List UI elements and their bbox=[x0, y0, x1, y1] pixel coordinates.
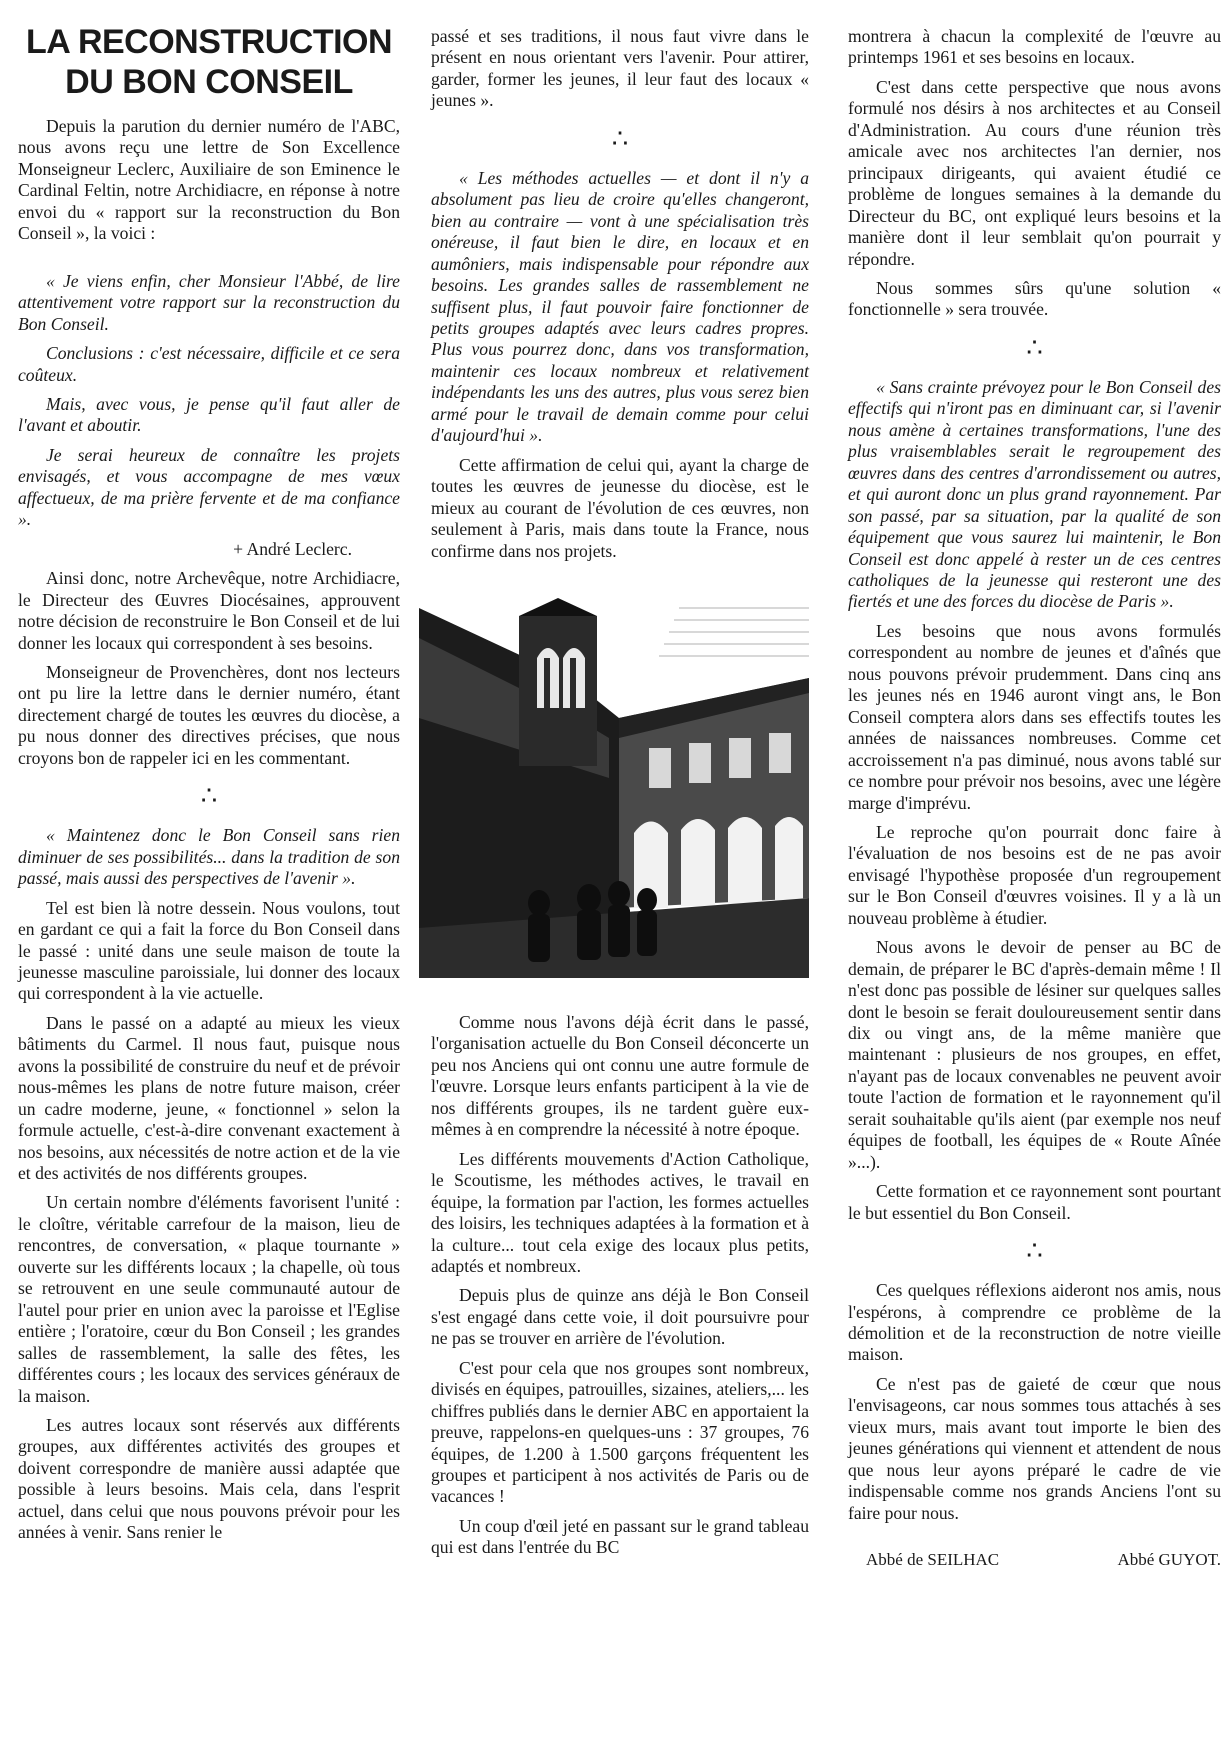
quote-methodes: « Les méthodes actuelles — et dont il n'y a absolument pas lieu de croire qu'elles changeront, bien au contraire — vont à une spécialisation très onéreuse, il faut bien le dire, en locaux et en aumôniers, mais indispensable pour répondre aux besoins. Les grandes salles de rassemblement ne suffisent plus, il faut pouvoir faire fonctionner de petits groupes adaptés avec leurs cadres propres. Plus vous pourrez donc, dans vos transformation, maintenir ces locaux nombreux et relativement indépendants les uns des autres, plus vous serez bien armé pour le travail de demain comme pour celui d'aujourd'hui ». bbox=[431, 167, 809, 446]
paragraph-coup-continued: montrera à chacun la complexité de l'œuvre au printemps 1961 et ses besoins en locaux. bbox=[848, 26, 1221, 68]
paragraph-depuis: Depuis plus de quinze ans déjà le Bon Conseil s'est engagé dans cette voie, il doit poursuivre pour ne pas se trouver en arrière de l'évolution. bbox=[431, 1285, 809, 1349]
paragraph-autres-continued: passé et ses traditions, il nous faut vivre dans le présent en nous orientant vers l'avenir. Pour attirer, garder, former les jeunes, il leur faut des locaux « jeunes ». bbox=[431, 26, 809, 111]
quote-crainte: « Sans crainte prévoyez pour le Bon Conseil des effectifs qui n'iront pas en diminuant car, si l'avenir nous amène à certaines transformations, l'une des plus vraisemblables serait le regroupement des œuvres dans des centres d'arrondissement ou autres, et qui auront donc un plus grand rayonnement. Par son passé, par sa situation, par la qualité de son équipement que vous saurez lui maintenir, le Bon Conseil est donc appelé à rester un de ces centres catholiques de la jeunesse qui resteront une des fiertés et une des forces du diocèse de Paris ». bbox=[848, 376, 1221, 612]
paragraph-coup: Un coup d'œil jeté en passant sur le grand tableau qui est dans l'entrée du BC bbox=[431, 1515, 809, 1558]
section-divider-icon: ∴ bbox=[200, 781, 218, 811]
intro-paragraph: Depuis la parution du dernier numéro de l'ABC, nous avons reçu une lettre de Son Excellence Monseigneur Leclerc, Auxiliaire de son Eminence le Cardinal Feltin, notre Archidiacre, en réponse à notre envoi du « rapport sur la reconstruction du Bon Conseil », la voici : bbox=[18, 116, 400, 244]
paragraph-affirmation: Cette affirmation de celui qui, ayant la charge de toutes les œuvres de jeunesse du diocèse, est le mieux au courant de l'évolution de ces œuvres, non seulement à Paris, mais dans toute la France, nous confirme dans nos projets. bbox=[431, 454, 809, 561]
title-line-1: LA RECONSTRUCTION bbox=[25, 23, 393, 61]
paragraph-cest: C'est pour cela que nos groupes sont nombreux, divisés en équipes, patrouilles, sizaines, ateliers,... les chiffres publiés dans le dernier ABC en apportaient la preuve, rappelons-en quelques-uns : 37 groupes, 76 équipes, de 1.200 à 1.500 garçons fréquentent les groupes et participent à nos activités de Paris ou de vacances ! bbox=[431, 1357, 809, 1507]
paragraph-ainsi: Ainsi donc, notre Archevêque, notre Archidiacre, le Directeur des Œuvres Diocésaines, approuvent notre décision de reconstruire le Bon Conseil et de lui donner les locaux qui correspondent à ses besoins. bbox=[18, 568, 400, 653]
paragraph-surs: Nous sommes sûrs qu'une solution « fonctionnelle » sera trouvée. bbox=[848, 277, 1221, 320]
signature-guyot: Abbé GUYOT. bbox=[1117, 1550, 1221, 1570]
paragraph-autres: Les autres locaux sont réservés aux différents groupes, aux différentes activités des groupes et doivent correspondre de manière aussi adaptée que possible à leurs besoins. Mais cela, dans l'esprit actuel, dans celui que nous pouvons prévoir pour les années à venir. Sans renier le bbox=[18, 1415, 400, 1543]
paragraph-besoins: Les besoins que nous avons formulés correspondent au nombre de jeunes et d'aînés que nous pouvons prévoir prudemment. Dans cinq ans les jeunes nés en 1946 auront vingt ans, le Bon Conseil comptera alors dans ses effectifs toutes les années de naissances nombreuses. Comme cet accroissement n'a pas diminué, nous avons tablé sur ce nombre pour prévoir nos besoins, avec une légère marge d'imprévu. bbox=[848, 620, 1221, 813]
column-1 bbox=[18, 22, 400, 1552]
paragraph-devoir: Nous avons le devoir de penser au BC de demain, de préparer le BC d'après-demain même ! Il n'est donc pas possible de lésiner sur quelques salles dont le besoin se ferait douloureusement sentir dans dix ou vingt ans, de la même manière que maintenant : plusieurs de nos groupes, en effet, n'ayant pas de locaux convenables ne peuvent avoir toute l'action de formation et le rayonnement qu'il serait souhaitable qu'ils aient (par exemple nos neuf équipes de football, les équipes de « Route Aînée »...). bbox=[848, 937, 1221, 1172]
quote-maintenez: « Maintenez donc le Bon Conseil sans rien diminuer de ses possibilités... dans la tradition de son passé, mais aussi des perspectives de l'avenir ». bbox=[18, 825, 400, 889]
column-3 bbox=[848, 26, 1221, 1571]
paragraph-reflexions: Ces quelques réflexions aideront nos amis, nous l'espérons, à comprendre ce problème de la démolition et de la reconstruction de notre vieille maison. bbox=[848, 1280, 1221, 1365]
church-cloister-engraving-icon bbox=[419, 598, 809, 978]
paragraph-mouvements: Les différents mouvements d'Action Catholique, le Scoutisme, les méthodes actives, le travail en équipe, la formation par l'action, les formes actuelles des loisirs, les techniques adaptées à la formation et à la culture... tout cela exige des locaux plus petits, adaptés et nombreux. bbox=[431, 1148, 809, 1276]
signature-seilhac: Abbé de SEILHAC bbox=[866, 1550, 1000, 1570]
section-divider-icon: ∴ bbox=[611, 123, 629, 153]
paragraph-gaiete: Ce n'est pas de gaieté de cœur que nous l'envisageons, car nous sommes tous attachés à ses vieux murs, mais avant tout importe le bien des jeunes générations qui viennent et attendent de nous que nous leur ayons préparé le cadre de vie indispensable comme nos grands Anciens l'ont su faire pour nous. bbox=[848, 1373, 1221, 1523]
letter-paragraph-2: Conclusions : c'est nécessaire, difficile et ce sera coûteux. bbox=[18, 343, 400, 385]
section-divider-icon: ∴ bbox=[1026, 332, 1043, 362]
title-line-2: DU BON CONSEIL bbox=[65, 63, 353, 101]
letter-paragraph-1: « Je viens enfin, cher Monsieur l'Abbé, de lire attentivement votre rapport sur la reconstruction du Bon Conseil. bbox=[18, 270, 400, 334]
paragraph-elements: Un certain nombre d'éléments favorisent l'unité : le cloître, véritable carrefour de la maison, lieu de rencontres, de conversation, « plaque tournante » ouverte sur les différents locaux ; la chapelle, où tous se retrouvent en une seule communauté autour de l'autel pour prier en union avec la paroisse et l'Eglise entière ; l'oratoire, cœur du Bon Conseil ; les grandes salles de rassemblement, la salle des fêtes, les différentes cours ; les locaux des services généraux de la maison. bbox=[18, 1192, 400, 1406]
section-divider-icon: ∴ bbox=[1026, 1236, 1043, 1266]
letter-paragraph-4: Je serai heureux de connaître les projets envisagés, et vous accompagne de mes vœux affectueux, de ma prière fervente et de ma confiance ». bbox=[18, 444, 400, 530]
letter-paragraph-3: Mais, avec vous, je pense qu'il faut aller de l'avant et aboutir. bbox=[18, 393, 400, 436]
paragraph-reproche: Le reproche qu'on pourrait donc faire à l'évaluation de nos besoins est de ne pas avoir envisagé l'hypothèse proposée d'un regroupement sur le Bon Conseil d'œuvres voisines. Il y a là un nouveau problème à étudier. bbox=[848, 821, 1221, 928]
paragraph-passe: Dans le passé on a adapté au mieux les vieux bâtiments du Carmel. Il nous faut, puisque nous avons la possibilité de construire du neuf et de prévoir nous-mêmes les plans de notre future maison, créer un cadre moderne, jeune, « fonctionnel » selon la formule actuelle, c'est-à-dire convenant exactement à nos besoins, aux nécessités de notre action et de la vie et des activités de nos différents groupes. bbox=[18, 1012, 400, 1184]
letter-signature: + André Leclerc. bbox=[233, 538, 352, 559]
paragraph-provencheres: Monseigneur de Provenchères, dont nos lecteurs ont pu lire la lettre dans le dernier numéro, étant directement chargé de toutes les œuvres du diocèse, a pu nous donner des directives précises, que nous croyons bon de rappeler ici en les commentant. bbox=[18, 661, 400, 768]
column-2 bbox=[431, 26, 809, 1567]
paragraph-perspective: C'est dans cette perspective que nous avons formulé nos désirs à nos architectes et au Conseil d'Administration. Au cours d'une réunion très amicale avec nos architectes l'an dernier, nos principaux dirigeants, qui avaient étudié ce problème de longues semaines à la demande du Directeur du BC, ont expliqué leurs besoins et la manière dont il leur semblait qu'on pourrait y répondre. bbox=[848, 76, 1221, 269]
paragraph-comme: Comme nous l'avons déjà écrit dans le passé, l'organisation actuelle du Bon Conseil déconcerte un peu nos Anciens qui ont connu une autre formule de l'œuvre. Lorsque leurs enfants participent à la vie de nos différents groupes, ils ne tardent guère eux-mêmes à en comprendre la nécessité à notre époque. bbox=[431, 1011, 809, 1140]
paragraph-dessein: Tel est bien là notre dessein. Nous voulons, tout en gardant ce qui a fait la force du Bon Conseil dans le passé : unité dans une seule maison de toute la jeunesse masculine paroissiale, lui donner des locaux qui correspondent à la vie actuelle. bbox=[18, 897, 400, 1004]
paragraph-formation: Cette formation et ce rayonnement sont pourtant le but essentiel du Bon Conseil. bbox=[848, 1181, 1221, 1223]
article-title bbox=[18, 22, 400, 102]
signatures bbox=[848, 1550, 1221, 1571]
